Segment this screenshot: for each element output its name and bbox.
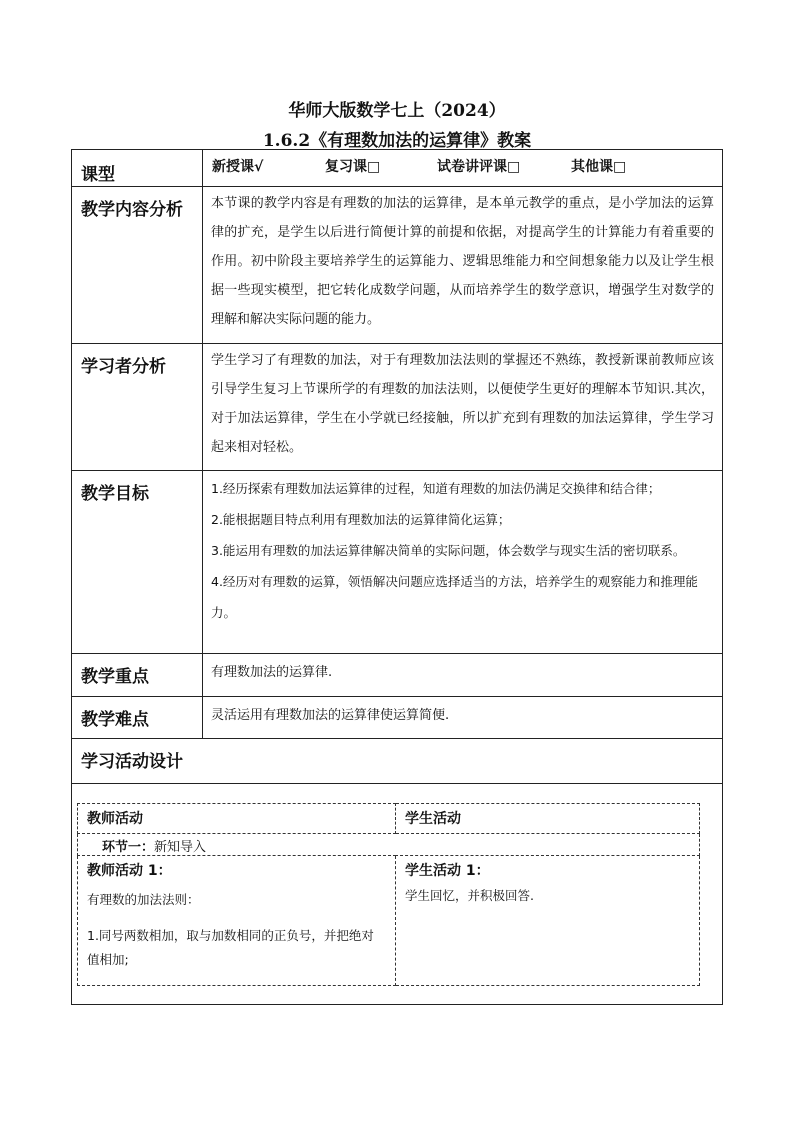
learner-analysis-label: 学习者分析 (72, 344, 203, 471)
objectives-row (72, 471, 723, 654)
difficulty-row (72, 697, 723, 739)
key-point-label: 教学重点 (72, 654, 203, 697)
activity-design-label: 学习活动设计 (72, 739, 723, 784)
lesson-type-row (72, 150, 723, 187)
objective-item: 4.经历对有理数的运算，领悟解决问题应选择适当的方法，培养学生的观察能力和推理能力。 (211, 574, 698, 620)
section-title: 新知导入 (154, 840, 207, 855)
teacher-activity-line: 1.同号两数相加，取与加数相同的正负号，并把绝对值相加; (87, 928, 374, 967)
teacher-activity-cell (78, 856, 396, 986)
teacher-activity-line: 有理数的加法法则： (87, 892, 200, 907)
option-other-lesson: 其他课□ (571, 159, 627, 175)
lesson-plan-table (71, 149, 723, 1005)
teacher-activity-title: 教师活动 1： (87, 863, 172, 879)
learner-analysis-row (72, 344, 723, 471)
document-subtitle: 1.6.2《有理数加法的运算律》教案 (262, 131, 532, 151)
lesson-type-label: 课型 (72, 150, 203, 187)
key-point-row (72, 654, 723, 697)
student-activity-title: 学生活动 1： (405, 863, 490, 879)
teacher-activity-header: 教师活动 (78, 804, 396, 834)
objective-item: 3.能运用有理数的加法运算律解决简单的实际问题，体会数学与现实生活的密切联系。 (211, 543, 686, 558)
activity-table (77, 803, 700, 986)
option-review-lesson: 复习课□ (325, 159, 381, 175)
content-analysis-text: 本节课的教学内容是有理数的加法的运算律，是本单元教学的重点，是小学加法的运算律的扩充，是学生以后进行简便计算的前提和依据，对提高学生的计算能力有着重要的作用。初中阶段主要培养学生的运算能力、逻辑思维能力和空间想象能力以及让学生根据一些现实模型，把它转化成数学问题，从而培养学生的数学意识，增强学生对数学的理解和解决实际问题的能力。 (211, 196, 714, 327)
document-title: 华师大版数学七上（2024） (288, 101, 506, 121)
student-activity-text: 学生回忆，并积极回答. (405, 888, 534, 903)
objectives-label: 教学目标 (72, 471, 203, 654)
difficulty-text: 灵活运用有理数加法的运算律使运算简便. (203, 697, 723, 739)
section-one-heading (78, 834, 700, 856)
learner-analysis-text: 学生学习了有理数的加法，对于有理数加法法则的掌握还不熟练，教授新课前教师应该引导学生复习上节课所学的有理数的加法法则，以便使学生更好的理解本节知识.其次，对于加法运算律，学生在小学就已经接触，所以扩充到有理数的加法运算律，学生学习起来相对轻松。 (211, 353, 714, 455)
difficulty-label: 教学难点 (72, 697, 203, 739)
student-activity-header: 学生活动 (396, 804, 700, 834)
content-analysis-label: 教学内容分析 (72, 187, 203, 344)
activity-table-row (72, 784, 723, 1005)
section-label: 环节一： (102, 840, 155, 855)
student-activity-cell (396, 856, 700, 986)
lesson-type-options (203, 150, 722, 176)
option-exam-review-lesson: 试卷讲评课□ (437, 159, 521, 175)
content-analysis-row (72, 187, 723, 344)
objective-item: 1.经历探索有理数加法运算律的过程，知道有理数的加法仍满足交换律和结合律； (211, 481, 661, 496)
option-new-lesson: 新授课√ (212, 159, 264, 175)
key-point-text: 有理数加法的运算律. (203, 654, 723, 697)
objective-item: 2.能根据题目特点利用有理数加法的运算律简化运算； (211, 512, 511, 527)
activity-design-row (72, 739, 723, 784)
